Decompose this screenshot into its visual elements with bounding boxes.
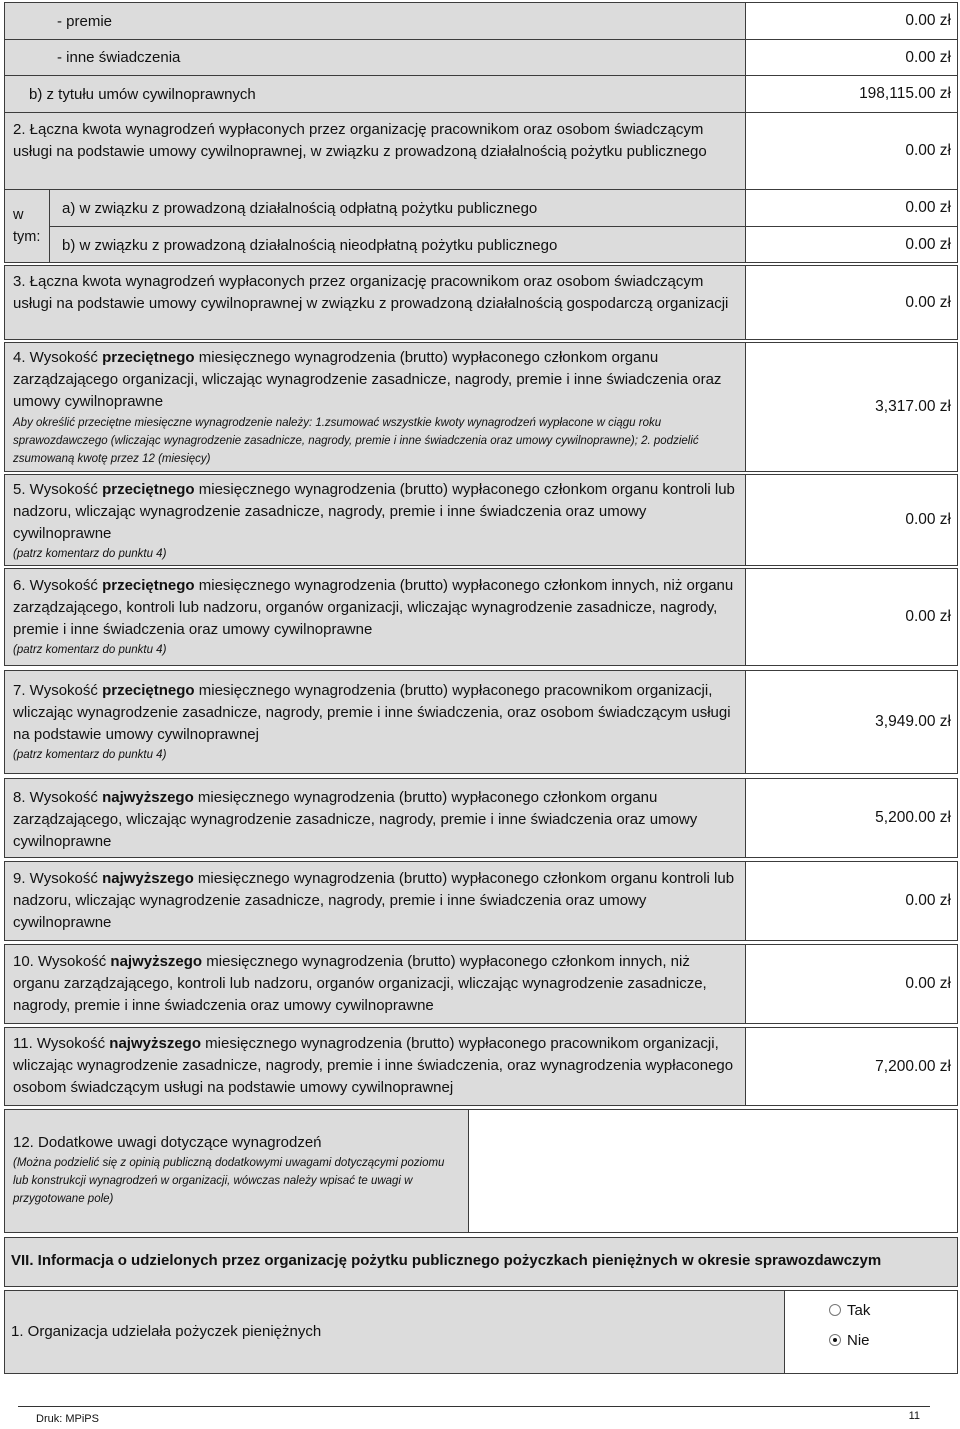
row2b-value-cell [745,226,958,263]
row6-value-cell [745,568,958,666]
wtym-label-a: w [13,207,24,223]
row7-note: (patrz komentarz do punktu 4) [13,749,167,761]
row7-text: miesięcznego wynagrodzenia (brutto) wypłaconego pracownikom organizacji, wliczając wynagrodzenie zasadnicze, nagrody, premie i inne świadczenia, oraz osobom świadczącym usługi na podstawie umowy cywilnoprawnej [13,682,731,743]
row8-text: miesięcznego wynagrodzenia (brutto) wypłaconego członkom organu zarządzającego, wliczając wynagrodzenie zasadnicze, nagrody, premie i inne świadczenia oraz umowy cywilnoprawne [13,789,698,850]
radio-tak-label: Tak [847,1301,871,1319]
row9-prefix: 9. Wysokość [13,870,103,887]
section7-header [4,1237,958,1287]
premie-label: - premie [57,13,113,30]
row7-value: 3,949.00 zł [875,713,951,730]
row4-emphasis: przeciętnego [102,349,195,366]
row11-prefix: 11. Wysokość [13,1035,110,1052]
row6-value: 0.00 zł [905,608,951,625]
row8-value: 5,200.00 zł [875,809,951,826]
loans-answer-cell [784,1290,958,1374]
row12-label-cell [4,1109,469,1233]
row5-label-cell [4,474,746,566]
row2b-label-cell [49,226,746,263]
row2-label: 2. Łączna kwota wynagrodzeń wypłaconych przez organizację pracownikom oraz osobom świadczącym usługi na podstawie umowy cywilnoprawnej, w związku z prowadzoną działalnością pożytku publicznego [13,121,707,160]
row9-text: miesięcznego wynagrodzenia (brutto) wypłaconego członkom organu kontroli lub nadzoru, wliczając wynagrodzenie zasadnicze, nagrody, premie i inne świadczenia oraz umowy cywilnoprawne [13,870,735,931]
row8-prefix: 8. Wysokość [13,789,103,806]
row7-emphasis: przeciętnego [102,682,195,699]
row4-value-cell [745,342,958,472]
row9-value-cell [745,861,958,941]
row6-text: miesięcznego wynagrodzenia (brutto) wypłaconego członkom innych, niż organu zarządzającego, kontroli lub nadzoru, organów organizacji, wliczając wynagrodzenie zasadnicze, nagrody, premie i inne świadczenia oraz umowy cywilnoprawne [13,577,734,638]
row11-emphasis: najwyższego [109,1035,201,1052]
row12-remarks-field[interactable] [468,1109,958,1233]
inne-value-cell [745,39,958,76]
footer-page-number [880,1410,920,1422]
row2a-value: 0.00 zł [905,199,951,216]
radio-nie-label: Nie [847,1331,870,1349]
row4-note: Aby określić przeciętne miesięczne wynagrodzenie należy: 1.zsumować wszystkie kwoty wynagrodzeń wypłacone w ciągu roku sprawozdawczego (wliczając wynagrodzenie zasadnicze, nagrody, premie i inne świadczenia oraz umowy cywilnoprawne); 2. podzielić zsumowaną kwotę przez 12 (miesięcy) [13,417,699,465]
radio-option-nie[interactable] [829,1325,957,1355]
inne-label-cell [4,39,746,76]
umowy-label: b) z tytułu umów cywilnoprawnych [29,86,256,103]
row10-text: miesięcznego wynagrodzenia (brutto) wypłaconego członkom innych, niż organu zarządzającego, kontroli lub nadzoru, organów organizacji, wliczając wynagrodzenie zasadnicze, nagrody, premie i inne świadczenia oraz umowy cywilnoprawne [13,953,707,1014]
section7-title: VII. Informacja o udzielonych przez organizację pożytku publicznego pożyczkach pieniężnych w okresie sprawozdawczym [11,1252,882,1269]
row6-note: (patrz komentarz do punktu 4) [13,644,167,656]
inne-label: - inne świadczenia [57,49,181,66]
row10-label-cell [4,944,746,1024]
row7-value-cell [745,670,958,774]
row5-value-cell [745,474,958,566]
row11-value-cell [745,1027,958,1106]
umowy-value: 198,115.00 zł [859,85,951,102]
premie-value: 0.00 zł [905,12,951,29]
row5-note: (patrz komentarz do punktu 4) [13,548,167,560]
row4-value: 3,317.00 zł [875,398,951,415]
loans-question-label: 1. Organizacja udzielała pożyczek pieniężnych [11,1323,322,1340]
premie-value-cell [745,2,958,40]
umowy-value-cell [745,75,958,113]
row4-text: miesięcznego wynagrodzenia (brutto) wypłaconego członkom organu zarządzającego organizacji, wliczając wynagrodzenie zasadnicze, nagrody, premie i inne świadczenia oraz umowy cywilnoprawne [13,349,722,410]
loans-question-cell [4,1290,785,1374]
inne-value: 0.00 zł [905,48,951,66]
row11-label-cell [4,1027,746,1106]
row11-text: miesięcznego wynagrodzenia (brutto) wypłaconego pracownikom organizacji, wliczając wynagrodzenie zasadnicze, nagrody, premie i inne świadczenia, oraz wynagrodzenia wypłaconego osobom świadczącym usługi na podstawie umowy cywilnoprawnej [13,1035,734,1096]
row5-text: miesięcznego wynagrodzenia (brutto) wypłaconego członkom organu kontroli lub nadzoru, wliczając wynagrodzenie zasadnicze, nagrody, premie i inne świadczenia oraz umowy cywilnoprawne [13,481,735,542]
row3-value: 0.00 zł [905,293,951,311]
premie-label-cell [4,2,746,40]
row9-value: 0.00 zł [905,892,951,909]
row7-prefix: 7. Wysokość [13,682,103,699]
row10-emphasis: najwyższego [110,953,203,970]
row8-emphasis: najwyższego [102,789,194,806]
row5-emphasis: przeciętnego [102,481,195,498]
row2a-label-cell [49,189,746,227]
row4-label-cell [4,342,746,472]
footer-page-text: 11 [908,1410,920,1422]
row3-label-cell [4,265,746,340]
row3-label: 3. Łączna kwota wynagrodzeń wypłaconych przez organizację pracownikom oraz osobom świadczącym usługi na podstawie umowy cywilnoprawnej w związku z prowadzoną działalnością gospodarczą organizacji [13,273,729,312]
row2b-value: 0.00 zł [905,235,951,253]
radio-tak-icon[interactable] [829,1304,841,1316]
row9-label-cell [4,861,746,941]
row10-value: 0.00 zł [905,975,951,992]
row2b-label: b) w związku z prowadzoną działalnością nieodpłatną pożytku publicznego [62,237,558,254]
row10-value-cell [745,944,958,1024]
row11-value: 7,200.00 zł [875,1057,951,1075]
row10-prefix: 10. Wysokość [13,953,111,970]
row6-label-cell [4,568,746,666]
row5-prefix: 5. Wysokość [13,481,103,498]
umowy-label-cell [4,75,746,113]
row12-note: (Można podzielić się z opinią publiczną dodatkowymi uwagami dotyczącymi poziomu lub konstrukcji wynagrodzeń w organizacji, wówczas należy wpisać te uwagi w przygotowane pole) [13,1157,445,1205]
row6-emphasis: przeciętnego [102,577,195,594]
row9-emphasis: najwyższego [102,870,194,887]
row2-value-cell [745,112,958,190]
wtym-label-b: tym: [13,229,41,245]
radio-nie-icon[interactable] [829,1334,841,1346]
row7-label-cell [4,670,746,774]
row12-label: 12. Dodatkowe uwagi dotyczące wynagrodzeń [13,1134,322,1151]
row4-prefix: 4. Wysokość [13,349,103,366]
wtym-cell [4,189,50,263]
footer-print-mark [36,1413,99,1425]
row2a-label: a) w związku z prowadzoną działalnością odpłatną pożytku publicznego [62,200,538,217]
row2a-value-cell [745,189,958,227]
row8-value-cell [745,778,958,858]
radio-option-tak[interactable] [829,1295,957,1325]
row3-value-cell [745,265,958,340]
footer-left-text: Druk: MPiPS [36,1413,99,1425]
row2-value: 0.00 zł [905,142,951,159]
row8-label-cell [4,778,746,858]
footer-divider [18,1406,930,1407]
row2-label-cell [4,112,746,190]
row5-value: 0.00 zł [905,511,951,528]
row6-prefix: 6. Wysokość [13,577,103,594]
